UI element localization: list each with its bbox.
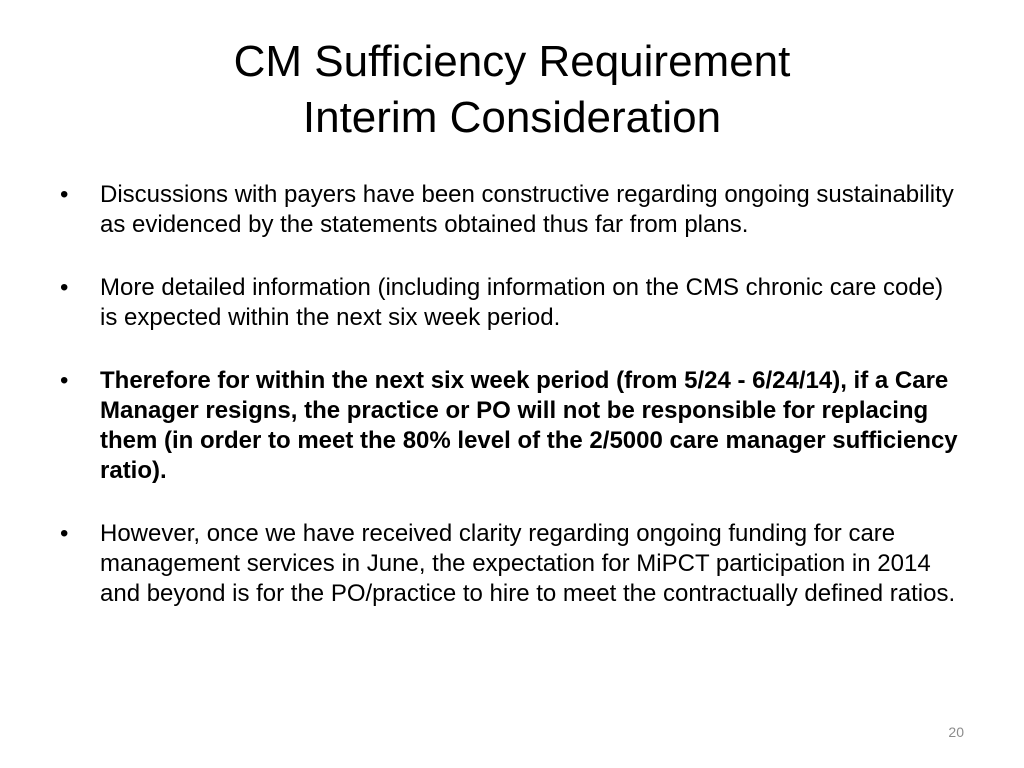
bullet-item-4 [60, 519, 960, 609]
bullet-marker: • [60, 520, 69, 547]
bullet-text: However, once we have received clarity regarding ongoing funding for care management services in June, the expectation for MiPCT participation in 2014 and beyond is for the PO/practice to hire to meet the contractually defined ratios. [100, 520, 956, 607]
bullet-text: More detailed information (including information on the CMS chronic care code) is expected within the next six week period. [100, 274, 944, 331]
page-number: 20 [948, 724, 964, 740]
bullet-marker: • [60, 367, 69, 394]
bullet-marker: • [60, 181, 69, 208]
bullet-marker: • [60, 274, 69, 301]
bullet-text: Discussions with payers have been constructive regarding ongoing sustainability as evidenced by the statements obtained thus far from plans. [100, 181, 954, 238]
slide-title [60, 34, 964, 146]
title-line-2: Interim Consideration [302, 93, 722, 142]
bullet-item-2 [60, 273, 960, 333]
title-line-1: CM Sufficiency Requirement [233, 37, 791, 86]
bullet-item-1 [60, 180, 960, 240]
bullet-item-3 [60, 366, 960, 486]
bullet-list [60, 180, 960, 609]
bullet-text: Therefore for within the next six week period (from 5/24 - 6/24/14), if a Care Manager resigns, the practice or PO will not be responsible for replacing them (in order to meet the 80% level of the 2/5000 care manager sufficiency ratio). [100, 367, 958, 484]
